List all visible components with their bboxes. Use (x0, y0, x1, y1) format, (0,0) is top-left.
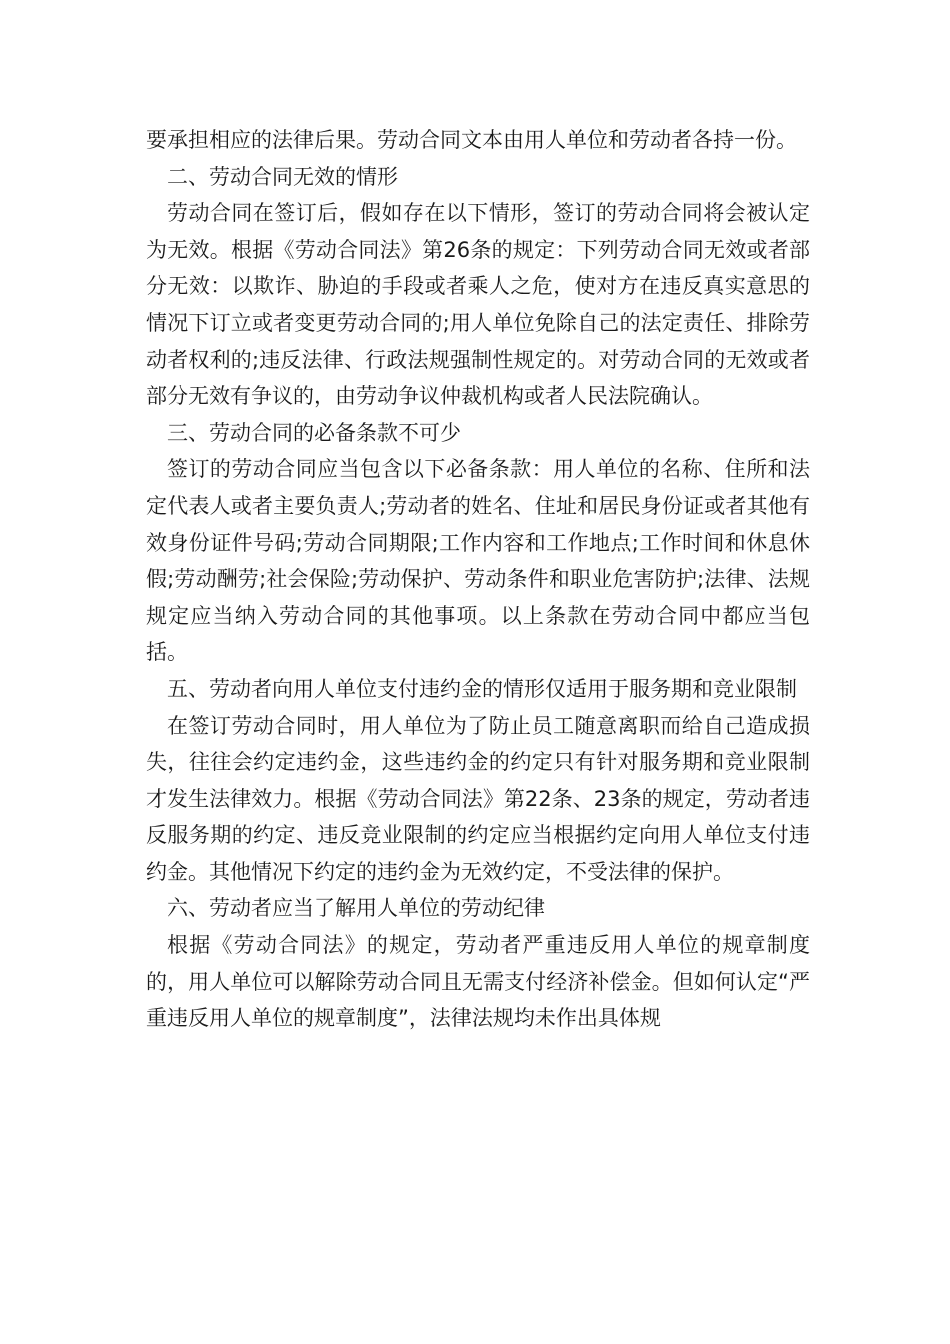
section-heading-invalid-contract: 二、劳动合同无效的情形 (167, 164, 398, 189)
document-body (146, 122, 810, 1037)
paragraph-invalid-contract: 劳动合同在签订后，假如存在以下情形，签订的劳动合同将会被认定为无效。根据《劳动合同法》第26条的规定：下列劳动合同无效或者部分无效：以欺诈、胁迫的手段或者乘人之危，使对方在违反真实意思的情况下订立或者变更劳动合同的;用人单位免除自己的法定责任、排除劳动者权利的;违反法律、行政法规强制性规定的。对劳动合同的无效或者部分无效有争议的，由劳动争议仲裁机构或者人民法院确认。 (146, 201, 810, 409)
paragraph-mandatory-clauses: 签订的劳动合同应当包含以下必备条款：用人单位的名称、住所和法定代表人或者主要负责人;劳动者的姓名、住址和居民身份证或者其他有效身份证件号码;劳动合同期限;工作内容和工作地点;工作时间和休息休假;劳动酬劳;社会保险;劳动保护、劳动条件和职业危害防护;法律、法规规定应当纳入劳动合同的其他事项。以上条款在劳动合同中都应当包括。 (146, 457, 810, 665)
paragraph-discipline: 根据《劳动合同法》的规定，劳动者严重违反用人单位的规章制度的，用人单位可以解除劳动合同且无需支付经济补偿金。但如何认定“严重违反用人单位的规章制度”，法律法规均未作出具体规 (146, 933, 810, 1031)
paragraph-penalty: 在签订劳动合同时，用人单位为了防止员工随意离职而给自己造成损失，往往会约定违约金，这些违约金的约定只有针对服务期和竞业限制才发生法律效力。根据《劳动合同法》第22条、23条的规定，劳动者违反服务期的约定、违反竞业限制的约定应当根据约定向用人单位支付违约金。其他情况下约定的违约金为无效约定，不受法律的保护。 (146, 713, 810, 884)
paragraph-continuation: 要承担相应的法律后果。劳动合同文本由用人单位和劳动者各持一份。 (146, 128, 797, 152)
section-heading-discipline: 六、劳动者应当了解用人单位的劳动纪律 (167, 896, 545, 921)
section-heading-penalty: 五、劳动者向用人单位支付违约金的情形仅适用于服务期和竞业限制 (167, 676, 797, 701)
section-heading-mandatory-clauses: 三、劳动合同的必备条款不可少 (167, 420, 461, 445)
